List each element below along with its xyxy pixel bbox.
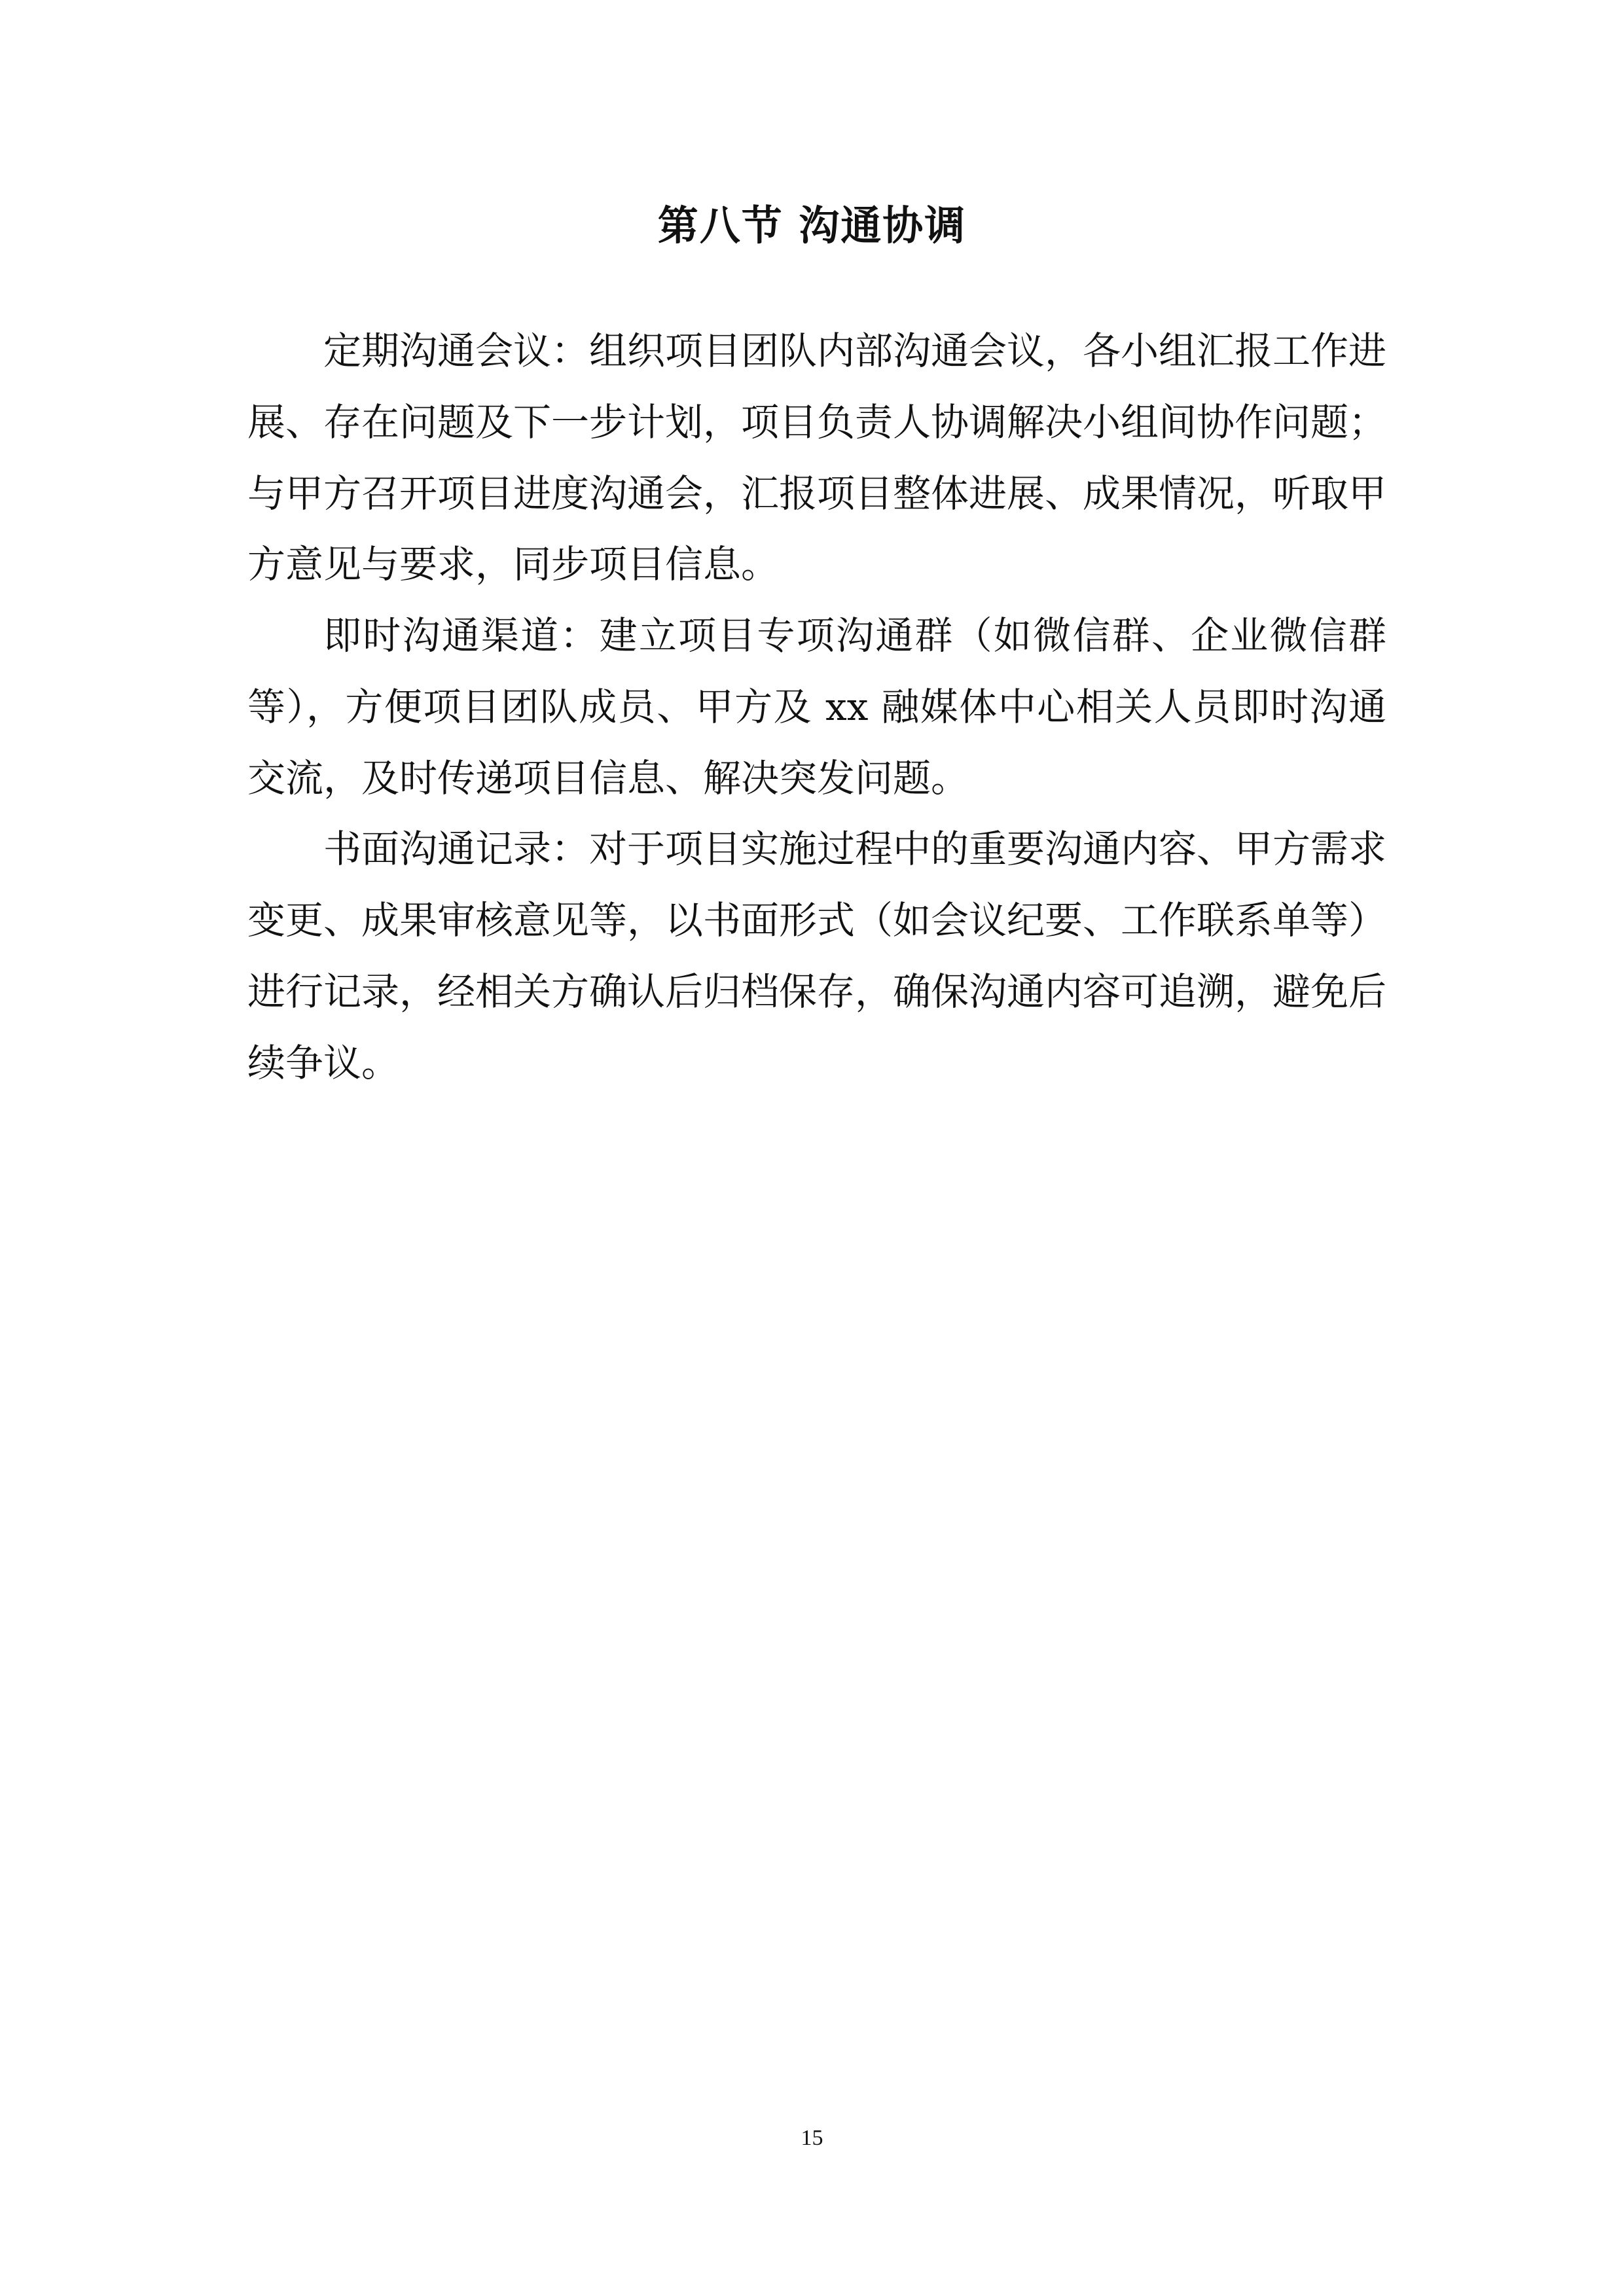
- page-number: 15: [801, 2126, 823, 2150]
- paragraph-written-records: 书面沟通记录：对于项目实施过程中的重要沟通内容、甲方需求变更、成果审核意见等，以书面形式（如会议纪要、工作联系单等）进行记录，经相关方确认后归档保存，确保沟通内容可追溯，避免后续争议。: [247, 827, 1387, 1085]
- document-body: [247, 315, 1386, 1098]
- paragraph-instant-channels: 即时沟通渠道：建立项目专项沟通群（如微信群、企业微信群等），方便项目团队成员、甲方及 xx 融媒体中心相关人员即时沟通交流，及时传递项目信息、解决突发问题。: [247, 613, 1386, 800]
- section-title: 第八节 沟通协调: [657, 202, 967, 249]
- paragraph-regular-meetings: 定期沟通会议：组织项目团队内部沟通会议，各小组汇报工作进展、存在问题及下一步计划，项目负责人协调解决小组间协作问题；与甲方召开项目进度沟通会，汇报项目整体进展、成果情况，听取甲方意见与要求，同步项目信息。: [247, 329, 1387, 587]
